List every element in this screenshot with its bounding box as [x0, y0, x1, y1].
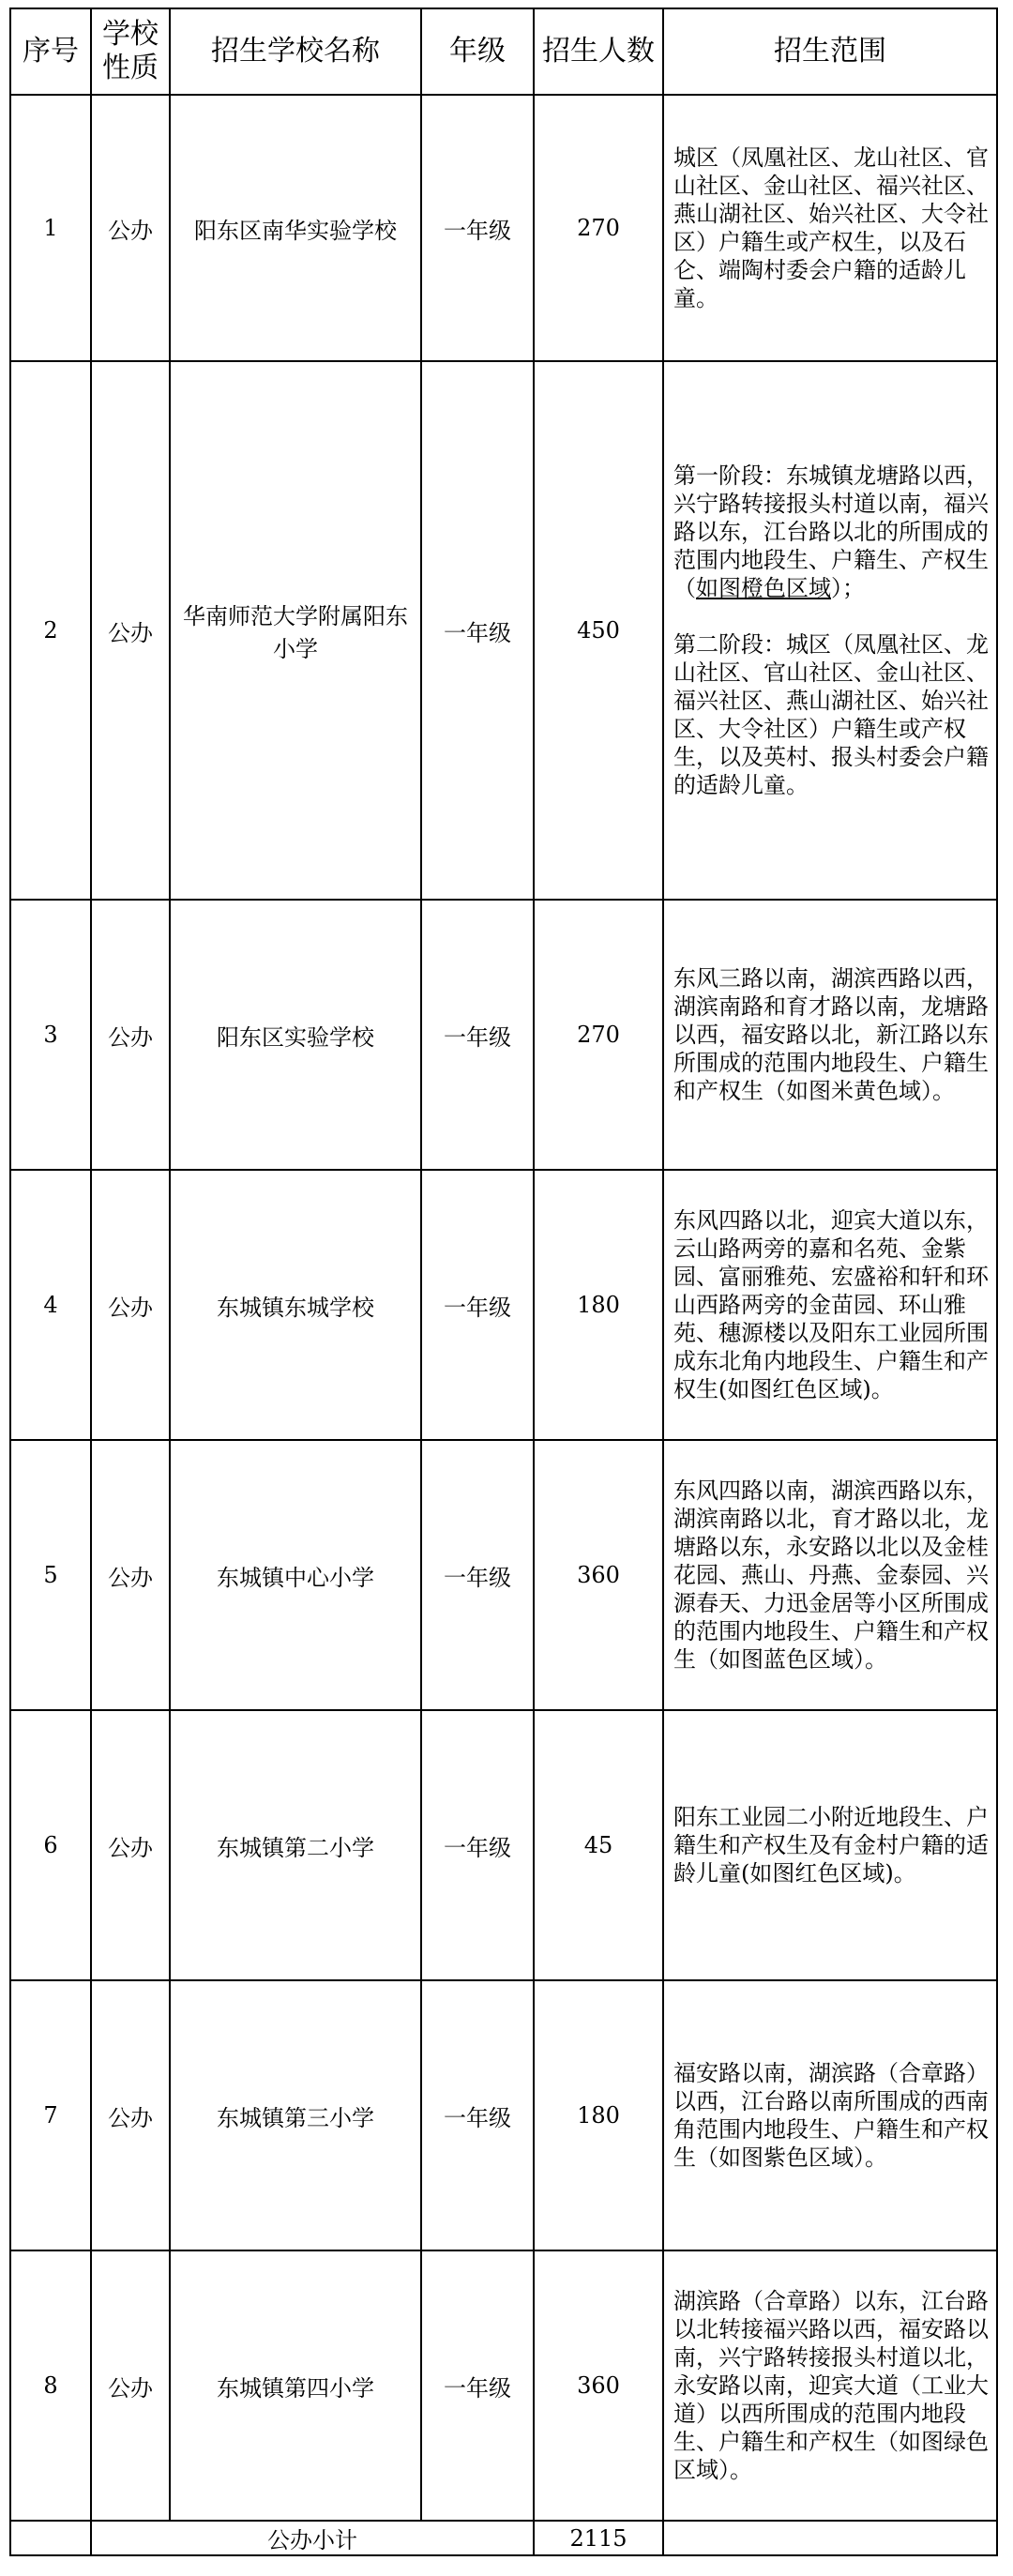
header-scope: 招生范围 — [663, 8, 997, 95]
subtotal-empty-cell — [663, 2521, 997, 2555]
header-count: 招生人数 — [534, 8, 663, 95]
cell-school-name: 东城镇第四小学 — [170, 2250, 421, 2521]
cell-scope: 东风四路以北，迎宾大道以东，云山路两旁的嘉和名苑、金紫园、富丽雅苑、宏盛裕和轩和环山西路两旁的金苗园、环山雅苑、穗源楼以及阳东工业园所围成东北角内地段生、户籍生和产权生(如图红色区域)。 — [663, 1170, 997, 1440]
cell-scope: 阳东工业园二小附近地段生、户籍生和产权生及有金村户籍的适龄儿童(如图红色区域)。 — [663, 1710, 997, 1980]
table-row — [10, 2250, 997, 2521]
cell-nature: 公办 — [91, 2250, 170, 2521]
cell-count: 270 — [534, 95, 663, 361]
scope-phase-2: 第二阶段：城区（凤凰社区、龙山社区、官山社区、金山社区、福兴社区、燕山湖社区、始兴社区、大令社区）户籍生或产权生，以及英村、报头村委会户籍的适龄儿童。 — [673, 631, 989, 798]
cell-grade: 一年级 — [421, 2250, 534, 2521]
header-row — [10, 8, 997, 95]
cell-count: 180 — [534, 1980, 663, 2250]
table-row — [10, 95, 997, 361]
table-row — [10, 1170, 997, 1440]
cell-serial: 1 — [10, 95, 91, 361]
cell-scope: 湖滨路（合章路）以东，江台路以北转接福兴路以西，福安路以南，兴宁路转接报头村道以北，永安路以南，迎宾大道（工业大道）以西所围成的范围内地段生、户籍生和产权生（如图绿色区域）。 — [663, 2250, 997, 2521]
cell-school-name: 东城镇第三小学 — [170, 1980, 421, 2250]
scope-phase-1 — [673, 462, 989, 602]
header-serial: 序号 — [10, 8, 91, 95]
cell-grade: 一年级 — [421, 1980, 534, 2250]
cell-count: 360 — [534, 1440, 663, 1710]
cell-serial: 3 — [10, 900, 91, 1170]
scope-phase-1-underlined: 如图橙色区域 — [696, 575, 831, 601]
cell-nature: 公办 — [91, 1440, 170, 1710]
header-nature-line-2: 性质 — [102, 52, 159, 84]
cell-count: 450 — [534, 361, 663, 900]
table-row — [10, 361, 997, 900]
header-school-name: 招生学校名称 — [170, 8, 421, 95]
cell-grade: 一年级 — [421, 900, 534, 1170]
cell-school-name: 阳东区实验学校 — [170, 900, 421, 1170]
cell-count: 270 — [534, 900, 663, 1170]
cell-scope: 东风三路以南，湖滨西路以西，湖滨南路和育才路以南，龙塘路以西，福安路以北，新江路以东所围成的范围内地段生、户籍生和产权生（如图米黄色域）。 — [663, 900, 997, 1170]
scope-phase-1-end: ）； — [831, 575, 865, 601]
cell-nature: 公办 — [91, 1980, 170, 2250]
cell-nature: 公办 — [91, 95, 170, 361]
cell-count: 360 — [534, 2250, 663, 2521]
cell-count: 45 — [534, 1710, 663, 1980]
subtotal-row — [10, 2521, 997, 2555]
cell-grade: 一年级 — [421, 361, 534, 900]
subtotal-spacer-cell — [10, 2521, 91, 2555]
table-row — [10, 1710, 997, 1980]
cell-serial: 6 — [10, 1710, 91, 1980]
cell-serial: 8 — [10, 2250, 91, 2521]
cell-nature: 公办 — [91, 1170, 170, 1440]
cell-nature: 公办 — [91, 900, 170, 1170]
cell-grade: 一年级 — [421, 1170, 534, 1440]
cell-school-name: 东城镇第二小学 — [170, 1710, 421, 1980]
cell-scope: 城区（凤凰社区、龙山社区、官山社区、金山社区、福兴社区、燕山湖社区、始兴社区、大令社区）户籍生或产权生，以及石仑、端陶村委会户籍的适龄儿童。 — [663, 95, 997, 361]
cell-scope — [663, 361, 997, 900]
subtotal-count: 2115 — [534, 2521, 663, 2555]
table-row — [10, 900, 997, 1170]
table-row — [10, 1440, 997, 1710]
cell-school-name: 华南师范大学附属阳东小学 — [170, 361, 421, 900]
enrollment-table — [9, 8, 998, 2556]
subtotal-label: 公办小计 — [91, 2521, 534, 2555]
header-grade: 年级 — [421, 8, 534, 95]
cell-nature: 公办 — [91, 1710, 170, 1980]
cell-serial: 2 — [10, 361, 91, 900]
cell-nature: 公办 — [91, 361, 170, 900]
cell-serial: 5 — [10, 1440, 91, 1710]
header-nature — [91, 8, 170, 95]
cell-grade: 一年级 — [421, 1440, 534, 1710]
enrollment-table-sheet — [9, 8, 996, 2567]
scope-phase-1-text: 第一阶段：东城镇龙塘路以西，兴宁路转接报头村道以南，福兴路以东，江台路以北的所围成的范围内地段生、户籍生、产权生（ — [673, 462, 989, 601]
cell-grade: 一年级 — [421, 1710, 534, 1980]
header-nature-line-1: 学校 — [102, 18, 159, 51]
table-row — [10, 1980, 997, 2250]
cell-grade: 一年级 — [421, 95, 534, 361]
cell-scope: 东风四路以南，湖滨西路以东，湖滨南路以北，育才路以北，龙塘路以东，永安路以北以及金桂花园、燕山、丹燕、金泰园、兴源春天、力迅金居等小区所围成的范围内地段生、户籍生和产权生（如图蓝色区域）。 — [663, 1440, 997, 1710]
cell-school-name: 阳东区南华实验学校 — [170, 95, 421, 361]
cell-scope: 福安路以南，湖滨路（合章路）以西，江台路以南所围成的西南角范围内地段生、户籍生和产权生（如图紫色区域）。 — [663, 1980, 997, 2250]
cell-school-name: 东城镇东城学校 — [170, 1170, 421, 1440]
cell-serial: 4 — [10, 1170, 91, 1440]
cell-serial: 7 — [10, 1980, 91, 2250]
cell-count: 180 — [534, 1170, 663, 1440]
cell-school-name: 东城镇中心小学 — [170, 1440, 421, 1710]
